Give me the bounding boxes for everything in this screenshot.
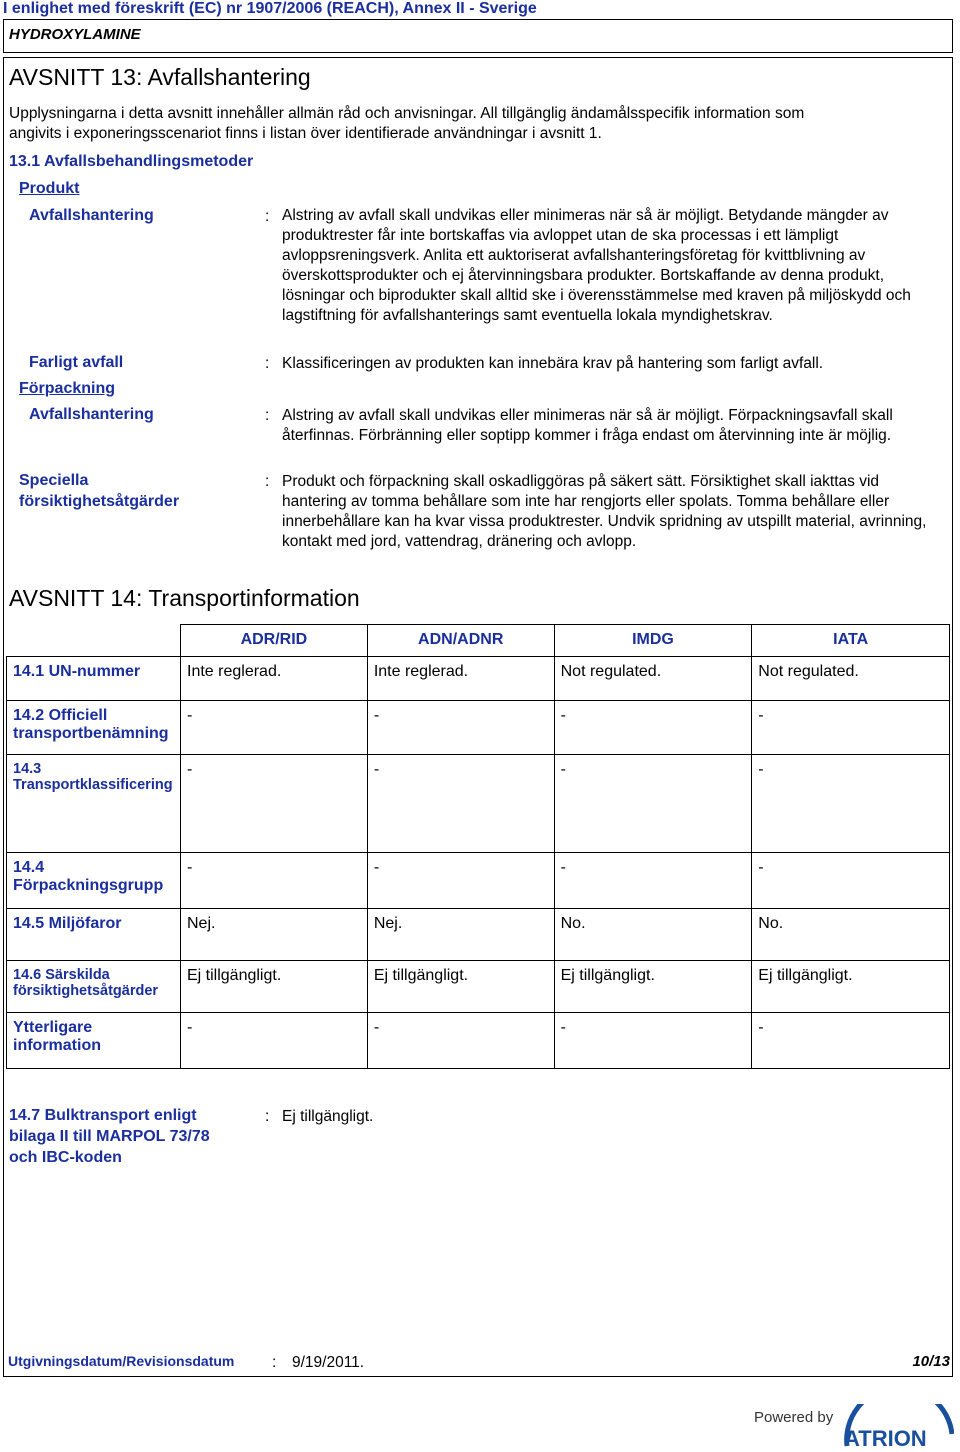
col-adr-rid: ADR/RID xyxy=(181,625,368,657)
section-13-intro-line1: Upplysningarna i detta avsnitt innehåller allmän råd och anvisningar. All tillgänglig ändamålsspecifik information som xyxy=(9,105,805,122)
col-adn-adnr: ADN/ADNR xyxy=(367,625,554,657)
produkt-heading: Produkt xyxy=(19,180,80,197)
table-row xyxy=(7,1013,950,1069)
footer-date: 9/19/2011. xyxy=(292,1354,365,1371)
col-imdg: IMDG xyxy=(554,625,752,657)
row-label: 14.1 UN-nummer xyxy=(7,657,181,701)
bulk-value: Ej tillgängligt. xyxy=(282,1108,374,1125)
row-label: Ytterligare information xyxy=(7,1013,181,1069)
table-cell: - xyxy=(554,701,752,755)
colon: : xyxy=(272,1354,277,1371)
table-cell: - xyxy=(752,1013,950,1069)
table-cell: Nej. xyxy=(181,909,368,961)
avfallshantering-produkt-value: Alstring av avfall skall undvikas eller minimeras när så är möjligt. Betydande mängder av produktrester får inte bortskaffas via avloppet utan de ska processas i ett lämpligt avloppsreningsverk. Anlita ett auktoriserat avfallshanteringsföretag för kvittblivning av överskottsprodukter och ej återvinningsbara produkter. Bortskaffande av denna produkt, lösningar och biprodukter skall alltid ske i överensstämmelse med kraven på miljöskydd och lagstiftning för avfallshanterings samt eventuella lokala myndighetskrav. xyxy=(282,207,911,324)
atrion-logo xyxy=(752,1404,954,1448)
table-cell: Ej tillgängligt. xyxy=(554,961,752,1013)
section-13-1-subtitle: 13.1 Avfallsbehandlingsmetoder xyxy=(9,153,254,170)
avfallshantering-forpackning-label: Avfallshantering xyxy=(29,406,154,423)
brand-text: ATRION xyxy=(844,1426,927,1448)
row-label: 14.4 Förpackningsgrupp xyxy=(7,853,181,909)
table-cell: Not regulated. xyxy=(554,657,752,701)
footer-date-label: Utgivningsdatum/Revisionsdatum xyxy=(8,1353,235,1369)
table-cell: - xyxy=(367,1013,554,1069)
table-cell: Ej tillgängligt. xyxy=(367,961,554,1013)
table-cell: No. xyxy=(752,909,950,961)
table-corner xyxy=(7,625,181,657)
table-cell: - xyxy=(554,853,752,909)
regulation-header: I enlighet med föreskrift (EC) nr 1907/2006 (REACH), Annex II - Sverige xyxy=(3,0,537,17)
colon: : xyxy=(265,208,270,225)
table-row xyxy=(7,657,950,701)
colon: : xyxy=(265,355,270,372)
table-cell: - xyxy=(752,853,950,909)
colon: : xyxy=(265,1108,270,1125)
table-cell: Not regulated. xyxy=(752,657,950,701)
table-cell: - xyxy=(752,701,950,755)
bulk-label-line2: bilaga II till MARPOL 73/78 xyxy=(9,1128,210,1145)
table-cell: Inte reglerad. xyxy=(367,657,554,701)
table-cell: Inte reglerad. xyxy=(181,657,368,701)
table-cell: Ej tillgängligt. xyxy=(181,961,368,1013)
bulk-label-line3: och IBC-koden xyxy=(9,1149,122,1166)
avfallshantering-forpackning-value: Alstring av avfall skall undvikas eller minimeras när så är möjligt. Förpackningsavfall skall återfinnas. Förbränning eller soptipp kommer i fråga endast om återvinning inte är möjlig. xyxy=(282,407,893,444)
section-13-intro-line2: angivits i exponeringsscenariot finns i listan över identifierade användningar i avsnitt 1. xyxy=(9,125,602,142)
colon: : xyxy=(265,407,270,424)
table-cell: - xyxy=(367,701,554,755)
table-cell: - xyxy=(367,755,554,853)
table-cell: - xyxy=(181,853,368,909)
transport-table xyxy=(6,624,950,1069)
table-cell: No. xyxy=(554,909,752,961)
table-cell: - xyxy=(181,1013,368,1069)
row-label: 14.3 Transportklassificering xyxy=(7,755,181,853)
table-cell: Ej tillgängligt. xyxy=(752,961,950,1013)
row-label: 14.2 Officiell transportbenämning xyxy=(7,701,181,755)
table-row xyxy=(7,755,950,853)
table-cell: - xyxy=(181,755,368,853)
table-row xyxy=(7,961,950,1013)
powered-by-text: Powered by xyxy=(754,1409,834,1426)
section-14-title: AVSNITT 14: Transportinformation xyxy=(9,585,360,611)
speciella-value: Produkt och förpackning skall oskadliggöras på säkert sätt. Försiktighet skall iakttas vid hantering av tomma behållare som inte har rengjorts eller spolats. Tomma behållare eller innerbehållare kan ha kvar vissa produktrester. Undvik spridning av utspillt material, avrinning, kontakt med jord, vattendrag, dränering och avlopp. xyxy=(282,473,927,550)
bulk-label-line1: 14.7 Bulktransport enligt xyxy=(9,1107,197,1124)
speciella-label-line1: Speciella xyxy=(19,472,89,489)
section-13-title: AVSNITT 13: Avfallshantering xyxy=(9,64,311,90)
table-cell: - xyxy=(554,1013,752,1069)
row-label: 14.5 Miljöfaror xyxy=(7,909,181,961)
product-name: HYDROXYLAMINE xyxy=(9,26,141,43)
table-row xyxy=(7,701,950,755)
farligt-avfall-value: Klassificeringen av produkten kan innebära krav på hantering som farligt avfall. xyxy=(282,355,824,372)
colon: : xyxy=(265,473,270,490)
avfallshantering-produkt-label: Avfallshantering xyxy=(29,207,154,224)
product-name-box xyxy=(3,19,953,53)
speciella-label-line2: försiktighetsåtgärder xyxy=(19,493,180,510)
farligt-avfall-label: Farligt avfall xyxy=(29,354,124,371)
forpackning-heading: Förpackning xyxy=(19,380,116,397)
table-cell: Nej. xyxy=(367,909,554,961)
table-row xyxy=(7,853,950,909)
table-cell: - xyxy=(181,701,368,755)
table-row xyxy=(7,909,950,961)
table-cell: - xyxy=(554,755,752,853)
table-cell: - xyxy=(752,755,950,853)
page-number: 10/13 xyxy=(912,1353,950,1370)
table-cell: - xyxy=(367,853,554,909)
col-iata: IATA xyxy=(752,625,950,657)
row-label: 14.6 Särskilda försiktighetsåtgärder xyxy=(7,961,181,1013)
